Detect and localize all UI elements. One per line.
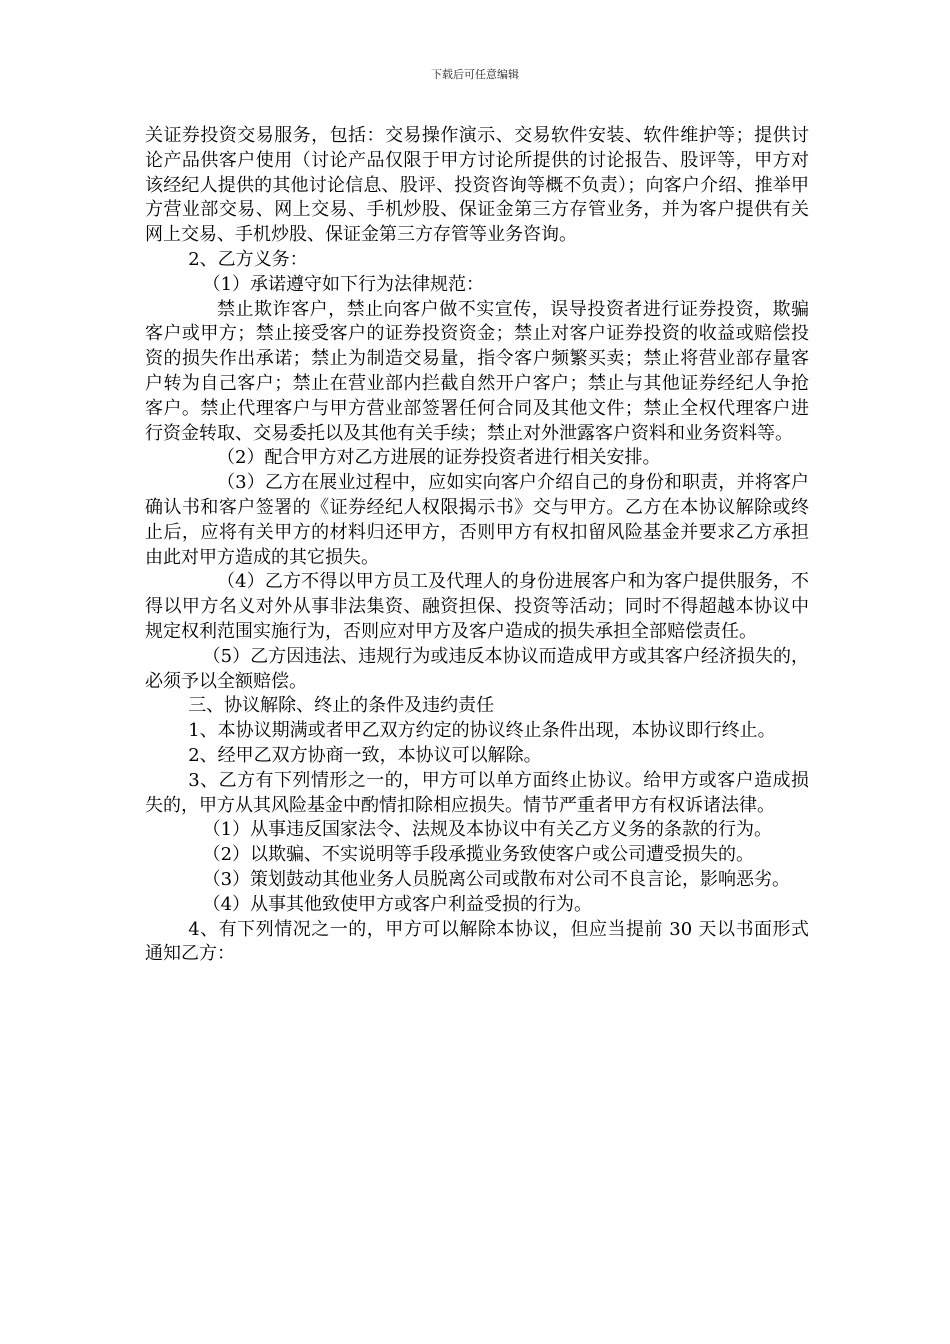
paragraph-termination-4: 4、有下列情况之一的，甲方可以解除本协议，但应当提前 30 天以书面形式通知乙方：	[145, 918, 809, 965]
paragraph-case-4: （4）从事其他致使甲方或客户利益受损的行为。	[202, 893, 593, 915]
paragraph-termination-1: 1、本协议期满或者甲乙双方约定的协议终止条件出现，本协议即行终止。	[188, 720, 776, 742]
paragraph-obligations-heading: 2、乙方义务：	[188, 248, 308, 270]
paragraph-prohibitions: 禁止欺诈客户，禁止向客户做不实宣传，误导投资者进行证券投资，欺骗客户或甲方；禁止接受客户的证券投资资金；禁止对客户证券投资的收益或赔偿投资的损失作出承诺；禁止为制造交易量，指令客户频繁买卖；禁止将营业部存量客户转为自己客户；禁止在营业部内拦截自然开户客户；禁止与其他证券经纪人争抢客户。禁止代理客户与甲方营业部签署任何合同及其他文件；禁止全权代理客户进行资金转取、交易委托以及其他有关手续；禁止对外泄露客户资料和业务资料等。	[145, 298, 809, 444]
paragraph-case-2: （2）以欺骗、不实说明等手段承揽业务致使客户或公司遭受损失的。	[202, 844, 755, 866]
paragraph-obligation-5: （5）乙方因违法、违规行为或违反本协议而造成甲方或其客户经济损失的，必须予以全额赔偿。	[145, 645, 809, 692]
page-header: 下载后可任意编辑	[431, 68, 519, 81]
paragraph-obligation-1: （1）承诺遵守如下行为法律规范：	[202, 273, 485, 295]
paragraph-obligation-3: （3）乙方在展业过程中，应如实向客户介绍自己的身份和职责，并将客户确认书和客户签署的《证券经纪人权限揭示书》交与甲方。乙方在本协议解除或终止后，应将有关甲方的材料归还甲方，否则甲方有权扣留风险基金并要求乙方承担由此对甲方造成的其它损失。	[145, 472, 809, 568]
paragraph-obligation-2: （2）配合甲方对乙方进展的证券投资者进行相关安排。	[217, 447, 661, 469]
section-heading-termination: 三、协议解除、终止的条件及违约责任	[188, 695, 495, 717]
paragraph-termination-2: 2、经甲乙双方协商一致，本协议可以解除。	[188, 744, 542, 766]
paragraph-case-1: （1）从事违反国家法令、法规及本协议中有关乙方义务的条款的行为。	[202, 819, 773, 841]
paragraph-termination-3: 3、乙方有下列情形之一的，甲方可以单方面终止协议。给甲方或客户造成损失的，甲方从其风险基金中酌情扣除相应损失。情节严重者甲方有权诉诸法律。	[145, 769, 809, 816]
paragraph-case-3: （3）策划鼓动其他业务人员脱离公司或散布对公司不良言论，影响恶劣。	[202, 868, 791, 890]
paragraph-services: 关证券投资交易服务，包括：交易操作演示、交易软件安装、软件维护等；提供讨论产品供客户使用（讨论产品仅限于甲方讨论所提供的讨论报告、股评等，甲方对该经纪人提供的其他讨论信息、股评、投资咨询等概不负责）；向客户介绍、推举甲方营业部交易、网上交易、手机炒股、保证金第三方存管业务，并为客户提供有关网上交易、手机炒股、保证金第三方存管等业务咨询。	[145, 125, 809, 246]
document-body	[145, 124, 809, 967]
paragraph-obligation-4: （4）乙方不得以甲方员工及代理人的身份进展客户和为客户提供服务，不得以甲方名义对外从事非法集资、融资担保、投资等活动；同时不得超越本协议中规定权利范围实施行为，否则应对甲方及客户造成的损失承担全部赔偿责任。	[145, 571, 809, 642]
